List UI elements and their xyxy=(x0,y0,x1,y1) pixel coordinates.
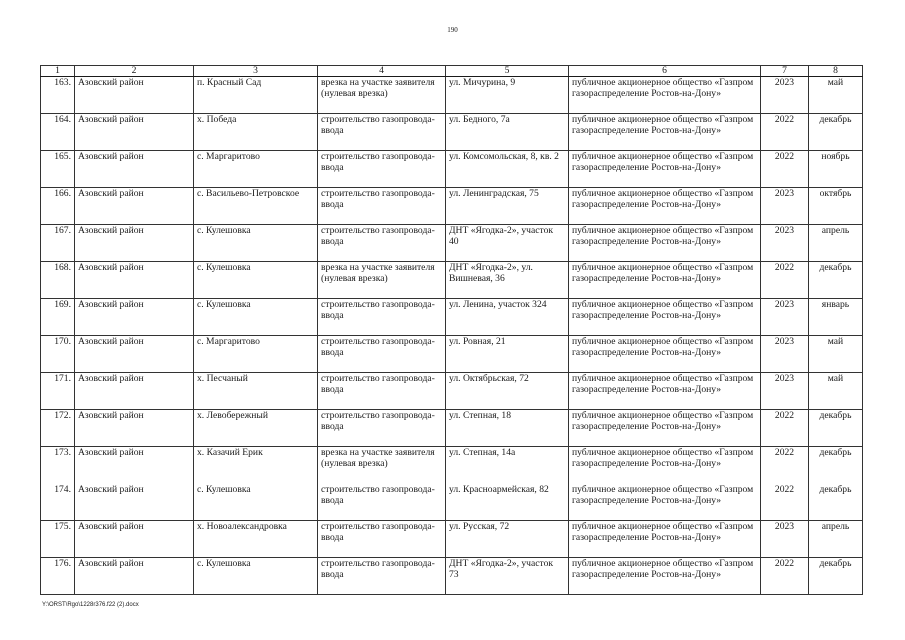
district: Азовский район xyxy=(75,484,194,521)
address: ул. Ленина, участок 324 xyxy=(446,299,569,336)
address: ул. Бедного, 7а xyxy=(446,114,569,151)
table-row xyxy=(41,77,863,114)
year: 2022 xyxy=(761,151,809,188)
month: апрель xyxy=(809,521,863,558)
col-header-1: 1 xyxy=(41,66,75,77)
address: ДНТ «Ягодка-2», участок 73 xyxy=(446,558,569,595)
file-path-footer: Y:\ORST\Rgo\1228r376.f22 (2).docx xyxy=(42,602,139,608)
organization: публичное акционерное общество «Газпром газораспределение Ростов-на-Дону» xyxy=(569,336,761,373)
row-number: 175. xyxy=(41,521,75,558)
month: май xyxy=(809,77,863,114)
work-type: строительство газопровода-ввода xyxy=(318,484,446,521)
month: май xyxy=(809,373,863,410)
organization: публичное акционерное общество «Газпром газораспределение Ростов-на-Дону» xyxy=(569,373,761,410)
year: 2023 xyxy=(761,373,809,410)
address: ул. Мичурина, 9 xyxy=(446,77,569,114)
month: декабрь xyxy=(809,484,863,521)
row-number: 164. xyxy=(41,114,75,151)
year: 2022 xyxy=(761,410,809,447)
settlement: с. Васильево-Петровское xyxy=(194,188,318,225)
month: апрель xyxy=(809,225,863,262)
month: декабрь xyxy=(809,410,863,447)
district: Азовский район xyxy=(75,373,194,410)
address: ДНТ «Ягодка-2», участок 40 xyxy=(446,225,569,262)
address: ул. Ровная, 21 xyxy=(446,336,569,373)
table-row xyxy=(41,225,863,262)
work-type: врезка на участке заявителя (нулевая врезка) xyxy=(318,447,446,484)
col-header-5: 5 xyxy=(446,66,569,77)
organization: публичное акционерное общество «Газпром газораспределение Ростов-на-Дону» xyxy=(569,188,761,225)
col-header-2: 2 xyxy=(75,66,194,77)
address: ул. Русская, 72 xyxy=(446,521,569,558)
work-type: строительство газопровода-ввода xyxy=(318,521,446,558)
work-type: строительство газопровода-ввода xyxy=(318,336,446,373)
settlement: х. Песчаный xyxy=(194,373,318,410)
year: 2023 xyxy=(761,77,809,114)
address: ул. Степная, 14а xyxy=(446,447,569,484)
table-row xyxy=(41,484,863,521)
table-row xyxy=(41,262,863,299)
table-row xyxy=(41,299,863,336)
row-number: 168. xyxy=(41,262,75,299)
page-number: 190 xyxy=(447,26,458,34)
year: 2023 xyxy=(761,336,809,373)
settlement: с. Кулешовка xyxy=(194,225,318,262)
organization: публичное акционерное общество «Газпром газораспределение Ростов-на-Дону» xyxy=(569,77,761,114)
row-number: 165. xyxy=(41,151,75,188)
row-number: 170. xyxy=(41,336,75,373)
organization: публичное акционерное общество «Газпром газораспределение Ростов-на-Дону» xyxy=(569,299,761,336)
organization: публичное акционерное общество «Газпром газораспределение Ростов-на-Дону» xyxy=(569,558,761,595)
month: январь xyxy=(809,299,863,336)
row-number: 172. xyxy=(41,410,75,447)
settlement: с. Маргаритово xyxy=(194,336,318,373)
year: 2022 xyxy=(761,447,809,484)
month: декабрь xyxy=(809,262,863,299)
work-type: врезка на участке заявителя (нулевая врезка) xyxy=(318,77,446,114)
district: Азовский район xyxy=(75,521,194,558)
address: ДНТ «Ягодка-2», ул. Вишневая, 36 xyxy=(446,262,569,299)
organization: публичное акционерное общество «Газпром газораспределение Ростов-на-Дону» xyxy=(569,484,761,521)
month: май xyxy=(809,336,863,373)
year: 2023 xyxy=(761,521,809,558)
settlement: с. Кулешовка xyxy=(194,299,318,336)
table-row xyxy=(41,410,863,447)
col-header-4: 4 xyxy=(318,66,446,77)
district: Азовский район xyxy=(75,151,194,188)
table-row xyxy=(41,521,863,558)
organization: публичное акционерное общество «Газпром газораспределение Ростов-на-Дону» xyxy=(569,521,761,558)
settlement: х. Победа xyxy=(194,114,318,151)
table-row xyxy=(41,188,863,225)
month: ноябрь xyxy=(809,151,863,188)
address: ул. Комсомольская, 8, кв. 2 xyxy=(446,151,569,188)
work-type: строительство газопровода-ввода xyxy=(318,299,446,336)
row-number: 173. xyxy=(41,447,75,484)
settlement: х. Новоалександровка xyxy=(194,521,318,558)
year: 2022 xyxy=(761,558,809,595)
settlement: х. Левобережный xyxy=(194,410,318,447)
district: Азовский район xyxy=(75,77,194,114)
col-header-8: 8 xyxy=(809,66,863,77)
month: декабрь xyxy=(809,558,863,595)
col-header-7: 7 xyxy=(761,66,809,77)
work-type: врезка на участке заявителя (нулевая врезка) xyxy=(318,262,446,299)
organization: публичное акционерное общество «Газпром газораспределение Ростов-на-Дону» xyxy=(569,225,761,262)
table-header-row xyxy=(41,66,863,77)
year: 2022 xyxy=(761,262,809,299)
work-type: строительство газопровода-ввода xyxy=(318,410,446,447)
table-row xyxy=(41,373,863,410)
year: 2023 xyxy=(761,225,809,262)
year: 2022 xyxy=(761,114,809,151)
organization: публичное акционерное общество «Газпром газораспределение Ростов-на-Дону» xyxy=(569,262,761,299)
work-type: строительство газопровода-ввода xyxy=(318,114,446,151)
row-number: 166. xyxy=(41,188,75,225)
row-number: 174. xyxy=(41,484,75,521)
settlement: х. Казачий Ерик xyxy=(194,447,318,484)
district: Азовский район xyxy=(75,410,194,447)
settlement: с. Маргаритово xyxy=(194,151,318,188)
month: октябрь xyxy=(809,188,863,225)
district: Азовский район xyxy=(75,114,194,151)
district: Азовский район xyxy=(75,299,194,336)
district: Азовский район xyxy=(75,262,194,299)
table-row xyxy=(41,558,863,595)
settlement: с. Кулешовка xyxy=(194,484,318,521)
district: Азовский район xyxy=(75,447,194,484)
row-number: 171. xyxy=(41,373,75,410)
settlement: п. Красный Сад xyxy=(194,77,318,114)
table-row xyxy=(41,447,863,484)
district: Азовский район xyxy=(75,188,194,225)
address: ул. Степная, 18 xyxy=(446,410,569,447)
row-number: 163. xyxy=(41,77,75,114)
district: Азовский район xyxy=(75,558,194,595)
settlement: с. Кулешовка xyxy=(194,262,318,299)
district: Азовский район xyxy=(75,225,194,262)
table-row xyxy=(41,151,863,188)
work-type: строительство газопровода-ввода xyxy=(318,188,446,225)
row-number: 176. xyxy=(41,558,75,595)
settlement: с. Кулешовка xyxy=(194,558,318,595)
organization: публичное акционерное общество «Газпром газораспределение Ростов-на-Дону» xyxy=(569,114,761,151)
work-type: строительство газопровода-ввода xyxy=(318,558,446,595)
row-number: 169. xyxy=(41,299,75,336)
col-header-6: 6 xyxy=(569,66,761,77)
organization: публичное акционерное общество «Газпром газораспределение Ростов-на-Дону» xyxy=(569,151,761,188)
address: ул. Красноармейская, 82 xyxy=(446,484,569,521)
gas-connection-table xyxy=(40,65,863,595)
month: декабрь xyxy=(809,114,863,151)
row-number: 167. xyxy=(41,225,75,262)
work-type: строительство газопровода-ввода xyxy=(318,373,446,410)
col-header-3: 3 xyxy=(194,66,318,77)
table-row xyxy=(41,114,863,151)
table-row xyxy=(41,336,863,373)
address: ул. Ленинградская, 75 xyxy=(446,188,569,225)
work-type: строительство газопровода-ввода xyxy=(318,151,446,188)
year: 2022 xyxy=(761,484,809,521)
month: декабрь xyxy=(809,447,863,484)
district: Азовский район xyxy=(75,336,194,373)
year: 2023 xyxy=(761,188,809,225)
organization: публичное акционерное общество «Газпром газораспределение Ростов-на-Дону» xyxy=(569,410,761,447)
organization: публичное акционерное общество «Газпром газораспределение Ростов-на-Дону» xyxy=(569,447,761,484)
address: ул. Октябрьская, 72 xyxy=(446,373,569,410)
year: 2023 xyxy=(761,299,809,336)
work-type: строительство газопровода-ввода xyxy=(318,225,446,262)
